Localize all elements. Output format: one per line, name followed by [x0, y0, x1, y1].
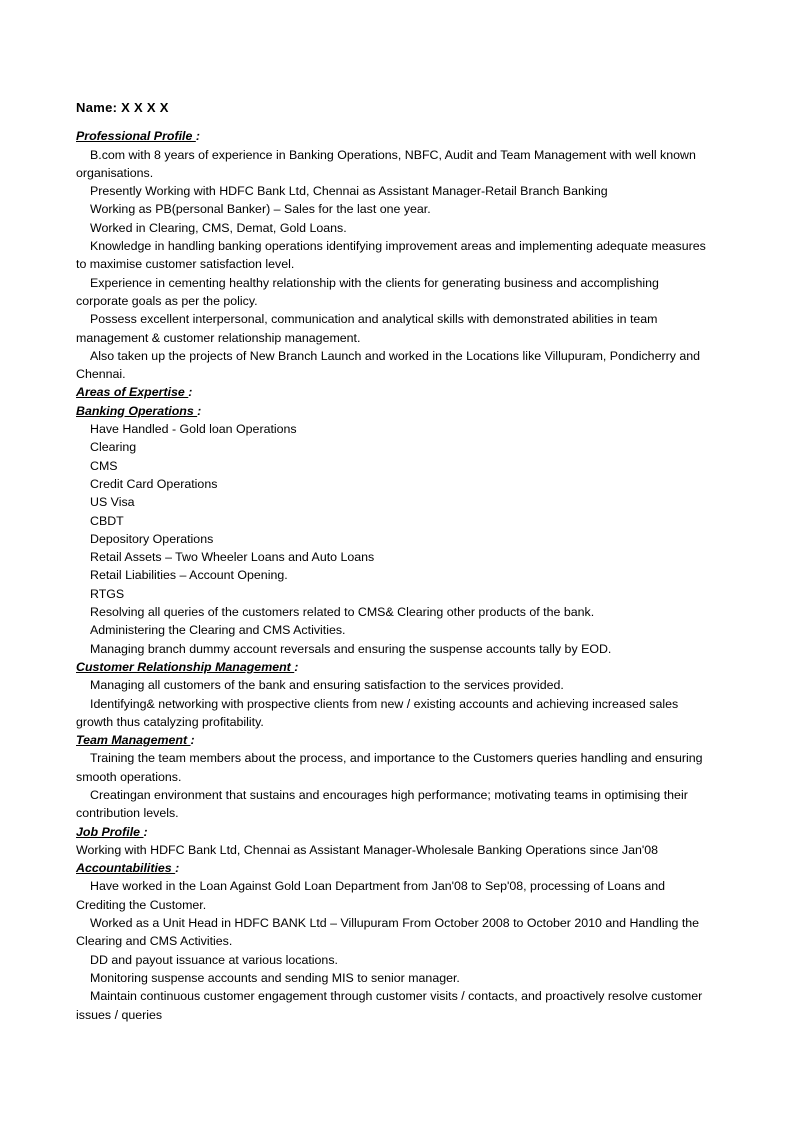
- list-item: Clearing: [90, 440, 137, 455]
- list-item: US Visa: [90, 495, 135, 510]
- heading-colon: :: [195, 129, 200, 144]
- list-item: DD and payout issuance at various locations.: [90, 952, 338, 967]
- list-item: Have worked in the Loan Against Gold Loan Department from Jan'08 to Sep'08, processing of Loans and Crediting the Customer.: [76, 879, 666, 912]
- list-item: Working as PB(personal Banker) – Sales for the last one year.: [90, 202, 431, 217]
- heading-colon: :: [197, 403, 202, 418]
- list-item: CMS: [90, 458, 118, 473]
- heading-text: Customer Relationship Management: [76, 659, 295, 674]
- banking-operations-heading: [76, 402, 712, 420]
- list-item: Identifying& networking with prospective clients from new / existing accounts and achieving increased sales growth thus catalyzing profitability.: [76, 696, 679, 729]
- list-item: Worked in Clearing, CMS, Demat, Gold Loans.: [90, 220, 347, 235]
- list-item: Monitoring suspense accounts and sending MIS to senior manager.: [90, 970, 460, 985]
- list-item: Resolving all queries of the customers related to CMS& Clearing other products of the bank.: [90, 605, 595, 620]
- list-item: Knowledge in handling banking operations identifying improvement areas and implementing adequate measures to maximise customer satisfaction level.: [76, 239, 706, 272]
- list-item: Creatingan environment that sustains and encourages high performance; motivating teams in optimising their contribution levels.: [76, 787, 688, 821]
- accountabilities-heading: [76, 859, 712, 877]
- list-item: Administering the Clearing and CMS Activities.: [90, 623, 346, 638]
- team-management-heading: [76, 731, 712, 749]
- professional-profile-heading: [76, 127, 712, 145]
- heading-colon: :: [294, 659, 299, 674]
- list-item: Worked as a Unit Head in HDFC BANK Ltd – Villupuram From October 2008 to October 2010 and Handling the Clearing and CMS Activities.: [76, 916, 700, 949]
- list-item: Depository Operations: [90, 531, 214, 546]
- list-item: Also taken up the projects of New Branch Launch and worked in the Locations like Villupuram, Pondicherry and Chennai.: [76, 348, 701, 382]
- resume-document: [76, 99, 712, 1024]
- list-item: Experience in cementing healthy relationship with the clients for generating business and accomplishing corporate goals as per the policy.: [76, 275, 659, 308]
- heading-colon: :: [188, 385, 193, 400]
- list-item: CBDT: [90, 513, 124, 528]
- list-item: Retail Assets – Two Wheeler Loans and Auto Loans: [90, 550, 375, 565]
- heading-colon: :: [143, 824, 148, 839]
- areas-of-expertise-heading: [76, 383, 712, 401]
- list-item: Credit Card Operations: [90, 476, 218, 491]
- list-item: Presently Working with HDFC Bank Ltd, Chennai as Assistant Manager-Retail Branch Banking: [90, 184, 608, 199]
- list-item: Maintain continuous customer engagement through customer visits / contacts, and proactively resolve customer issues / queries: [76, 989, 703, 1022]
- heading-text: Accountabilities: [76, 861, 176, 876]
- heading-text: Areas of Expertise: [76, 385, 189, 400]
- list-item: Managing branch dummy account reversals and ensuring the suspense accounts tally by EOD.: [90, 641, 612, 656]
- heading-text: Professional Profile: [76, 129, 196, 144]
- list-item: Training the team members about the process, and importance to the Customers queries handling and ensuring smooth operations.: [76, 751, 703, 784]
- job-profile-text: Working with HDFC Bank Ltd, Chennai as Assistant Manager-Wholesale Banking Operations since Jan'08: [76, 842, 659, 857]
- list-item: B.com with 8 years of experience in Banking Operations, NBFC, Audit and Team Management with well known organisations.: [76, 147, 696, 180]
- list-item: Possess excellent interpersonal, communication and analytical skills with demonstrated abilities in team management & customer relationship management.: [76, 312, 658, 345]
- list-item: RTGS: [90, 586, 125, 601]
- heading-text: Banking Operations: [76, 403, 198, 418]
- heading-colon: :: [175, 861, 180, 876]
- heading-text: Job Profile: [76, 824, 144, 839]
- job-profile-heading: [76, 823, 712, 841]
- heading-colon: :: [190, 733, 195, 748]
- list-item: Retail Liabilities – Account Opening.: [90, 568, 288, 583]
- crm-heading: [76, 658, 712, 676]
- heading-text: Team Management: [76, 733, 191, 748]
- list-item: Have Handled - Gold loan Operations: [90, 422, 297, 437]
- list-item: Managing all customers of the bank and ensuring satisfaction to the services provided.: [90, 678, 564, 693]
- candidate-name: Name: X X X X: [76, 100, 169, 115]
